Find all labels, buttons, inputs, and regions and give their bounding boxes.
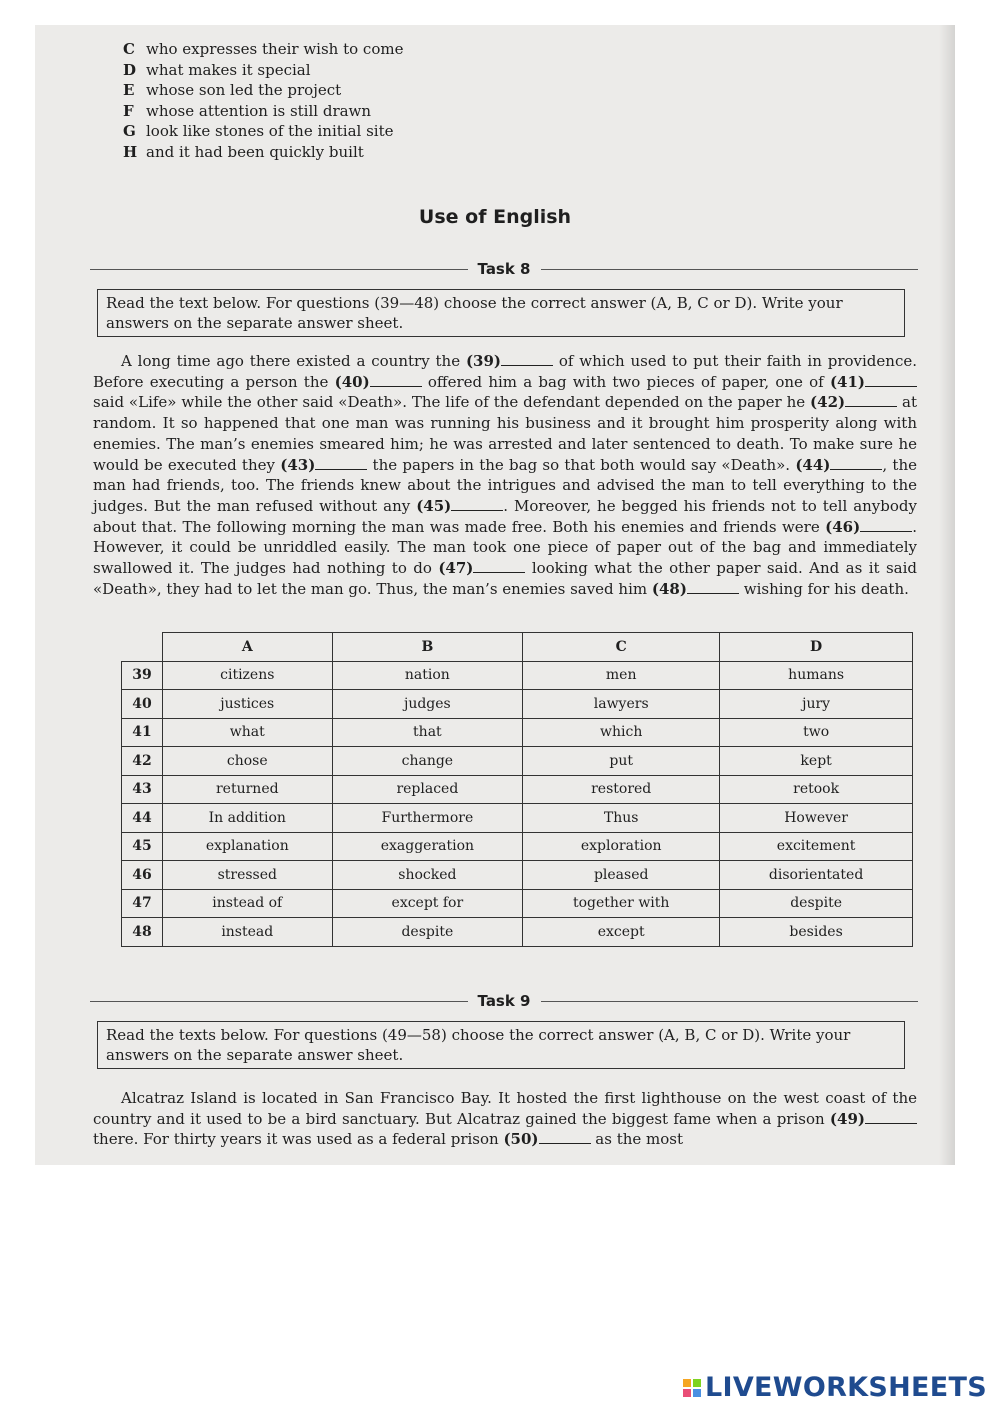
scanned-page [35,25,955,1165]
choice-cell[interactable]: retook [720,775,913,804]
choice-cell[interactable]: In addition [163,804,333,833]
choice-cell[interactable]: change [332,747,523,776]
answer-blank[interactable] [865,1111,917,1124]
question-cell: 41 [122,718,163,747]
task9-heading [90,991,918,1011]
choice-cell[interactable]: stressed [163,861,333,890]
question-cell: 44 [122,804,163,833]
option-text: what makes it special [146,60,311,79]
option-item [123,101,403,122]
column-header: D [720,633,913,662]
choice-cell[interactable]: besides [720,918,913,947]
choice-cell[interactable]: disorientated [720,861,913,890]
answer-blank[interactable] [370,374,422,387]
answer-blank[interactable] [451,498,503,511]
table-row [122,804,913,833]
option-item [123,142,403,163]
table-row [122,918,913,947]
question-number: (48) [651,579,687,598]
choice-cell[interactable]: excitement [720,832,913,861]
choice-cell[interactable]: returned [163,775,333,804]
question-number: (45) [416,496,452,515]
choice-cell[interactable]: what [163,718,333,747]
answer-blank[interactable] [845,394,897,407]
answer-options-list [123,39,403,162]
task9-instruction: Read the texts below. For questions (49—58) choose the correct answer (A, B, C or D). Write your answers on the separate answer sheet. [97,1021,905,1069]
question-cell: 40 [122,690,163,719]
task8-heading [90,259,918,279]
option-letter: C [123,40,135,58]
option-letter: G [123,122,136,140]
answer-blank[interactable] [865,374,917,387]
option-text: whose attention is still drawn [146,101,372,120]
table-row [122,690,913,719]
logo-mark-icon [683,1379,701,1397]
question-number: (39) [465,352,502,370]
question-cell: 47 [122,889,163,918]
question-number: (43) [280,455,316,474]
divider [541,1001,919,1002]
choice-cell[interactable]: instead of [163,889,333,918]
question-number: (41) [829,372,866,391]
question-cell: 48 [122,918,163,947]
option-letter: D [123,60,137,79]
logo-text: LIVEWORKSHEETS [704,1372,987,1403]
choice-cell[interactable]: exploration [523,832,720,861]
page-shadow [939,25,955,1165]
answer-choices-table [121,632,913,947]
option-item [123,60,403,81]
choice-cell[interactable]: except for [332,889,523,918]
task8-label: Task 8 [477,260,531,278]
choice-cell[interactable]: chose [163,747,333,776]
table-row [122,861,913,890]
option-letter: F [123,101,134,120]
option-item [123,39,403,60]
question-cell: 45 [122,832,163,861]
divider [90,1001,468,1002]
table-row [122,661,913,690]
column-header: A [163,633,333,662]
choice-cell[interactable]: which [523,718,720,747]
divider [541,269,919,270]
answer-blank[interactable] [473,560,525,573]
choice-cell[interactable]: except [523,918,720,947]
table-row [122,718,913,747]
answer-blank[interactable] [687,581,739,594]
option-text: whose son led the project [146,81,342,99]
question-cell: 42 [122,747,163,776]
column-header: C [523,633,720,662]
answer-blank[interactable] [860,519,912,532]
task9-passage: Alcatraz Island is located in San Francisco Bay. It hosted the first lighthouse on the west coast of the country and it used to be a bird sanctuary. But Alcatraz gained the biggest fame when a prison (49) there. For thirty years it was used as a federal prison (50) as the most [93,1089,917,1149]
question-number: (42) [810,393,846,412]
question-cell: 43 [122,775,163,804]
choice-cell[interactable]: lawyers [523,690,720,719]
section-title: Use of English [418,206,572,228]
choice-cell[interactable]: restored [523,775,720,804]
choice-cell[interactable]: kept [720,747,913,776]
choice-cell[interactable]: citizens [163,661,333,690]
table-row [122,832,913,861]
choice-cell[interactable]: exaggeration [332,832,523,861]
question-cell: 46 [122,861,163,890]
corner-cell [122,633,163,662]
option-text: and it had been quickly built [146,142,364,161]
table-row [122,747,913,776]
question-number: (44) [795,455,831,474]
answer-blank[interactable] [501,353,553,366]
liveworksheets-logo [683,1372,987,1403]
option-item [123,80,403,101]
answer-blank[interactable] [315,457,367,470]
choice-cell[interactable]: However [720,804,913,833]
choice-cell[interactable]: despite [332,918,523,947]
choice-cell[interactable]: men [523,661,720,690]
choice-cell[interactable]: instead [163,918,333,947]
answer-blank[interactable] [539,1131,591,1144]
choice-cell[interactable]: pleased [523,861,720,890]
table-row [122,775,913,804]
choice-cell[interactable]: explanation [163,832,333,861]
choice-cell[interactable]: despite [720,889,913,918]
question-number: (50) [503,1130,539,1149]
choice-cell[interactable]: that [332,718,523,747]
table-row [122,889,913,918]
option-text: who expresses their wish to come [146,40,404,58]
choice-cell[interactable]: replaced [332,775,523,804]
choice-cell[interactable]: jury [720,690,913,719]
choice-cell[interactable]: Furthermore [332,804,523,833]
choice-cell[interactable]: Thus [523,804,720,833]
option-text: look like stones of the initial site [146,122,394,140]
table-header-row [122,633,913,662]
question-number: (47) [438,559,474,578]
choice-cell[interactable]: two [720,718,913,747]
choice-cell[interactable]: nation [332,661,523,690]
question-cell: 39 [122,661,163,690]
answer-blank[interactable] [830,457,882,470]
task8-passage: A long time ago there existed a country the (39) of which used to put their faith in providence. Before executing a person the (40) offered him a bag with two pieces of paper, one of (41) said «Life» while the other said «Death». The life of the defendant depended on the paper he (42) at random. It so happened that one man was running his business and it brought him prosperity along with enemies. The man’s enemies smeared him; he was arrested and later sentenced to death. To make sure he would be executed they (43) the papers in the bag so that both would say «Death». (44) , the man had friends, too. The friends knew about the intrigues and advised the man to tell everything to the judges. But the man refused without any (45) . Moreover, he begged his friends not to tell anybody about that. The following morning the man was made free. Both his enemies and friends were (46) . However, it could be unriddled easily. The man took one piece of paper out of the bag and immediately swallowed it. The judges had nothing to do (47) looking what the other paper said. And as it said «Death», they had to let the man go. Thus, the man’s enemies saved him (48) wishing for his death. [93,352,917,598]
option-letter: E [123,81,135,99]
choice-cell[interactable]: judges [332,690,523,719]
option-letter: H [123,142,138,161]
question-number: (46) [825,517,861,536]
divider [90,269,468,270]
choice-cell[interactable]: shocked [332,861,523,890]
question-number: (40) [334,372,370,391]
column-header: B [332,633,523,662]
task9-label: Task 9 [477,992,531,1010]
choice-cell[interactable]: put [523,747,720,776]
question-number: (49) [829,1109,865,1128]
choice-cell[interactable]: humans [720,661,913,690]
choice-cell[interactable]: justices [163,690,333,719]
task8-instruction: Read the text below. For questions (39—48) choose the correct answer (A, B, C or D). Write your answers on the separate answer sheet. [97,289,905,337]
option-item [123,121,403,142]
choice-cell[interactable]: together with [523,889,720,918]
